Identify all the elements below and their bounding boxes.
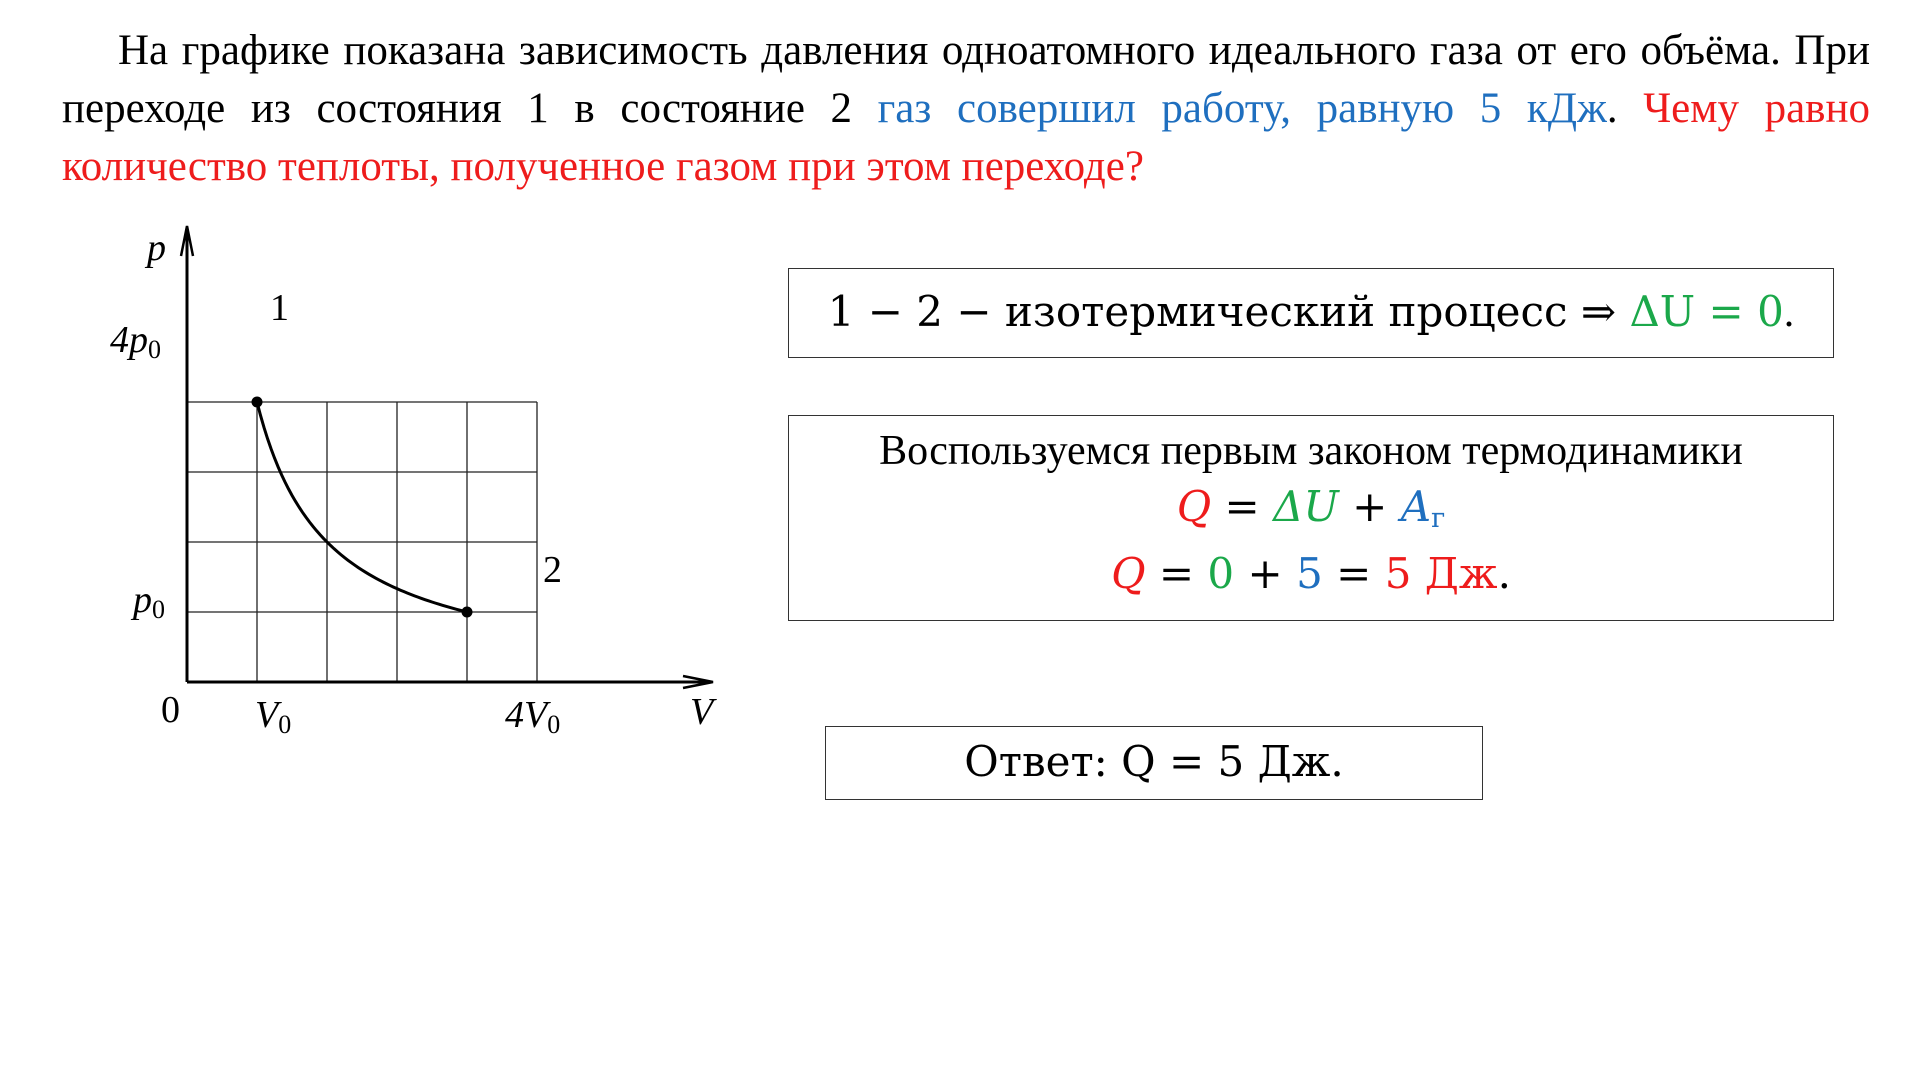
isotherm-curve xyxy=(257,402,467,612)
delta-u-zero: ΔU = 0 xyxy=(1629,287,1784,336)
first-law-substitution: Q = 0 + 5 = 5 Дж. xyxy=(1111,549,1511,598)
state-point-2 xyxy=(462,607,473,618)
problem-period: . xyxy=(1606,85,1644,132)
problem-given-work: газ совершил работу, равную 5 кДж xyxy=(877,85,1607,132)
problem-question: Чему равно количество теплоты, полученное газом при этом переходе? xyxy=(62,85,1870,190)
answer-text: Ответ: Q = 5 Дж. xyxy=(964,737,1344,786)
x-tick-4v0: $4V_0$ xyxy=(505,694,561,739)
point-2-label: 2 xyxy=(543,549,562,591)
state-point-1 xyxy=(252,397,263,408)
process-text: 1 − 2 − изотермический процесс ⇒ xyxy=(827,287,1630,336)
answer-box xyxy=(825,726,1483,800)
point-1-label: 1 xyxy=(270,287,289,329)
x-tick-v0: $V_0$ xyxy=(255,694,292,739)
x-axis-label: V xyxy=(690,691,714,733)
first-law-equation: $Q = \Delta U + A_г$ xyxy=(1176,482,1446,534)
first-law-heading: Воспользуемся первым законом термодинамики xyxy=(879,428,1743,474)
y-tick-4p0: $4p_0$ xyxy=(110,319,161,364)
first-law-box xyxy=(788,415,1834,621)
problem-statement xyxy=(62,22,1870,196)
y-tick-p0: $p_0$ xyxy=(133,579,165,624)
process-period: . xyxy=(1783,290,1795,336)
problem-text: На графике показана зависимость давления одноатомного идеального газа от его объёма. При переходе из состояния 1 в состояние 2 xyxy=(62,27,1870,132)
pv-diagram-svg xyxy=(95,220,735,760)
pv-diagram xyxy=(95,220,735,760)
origin-label: 0 xyxy=(161,689,180,731)
process-box xyxy=(788,268,1834,358)
y-axis-label: p xyxy=(147,227,166,269)
